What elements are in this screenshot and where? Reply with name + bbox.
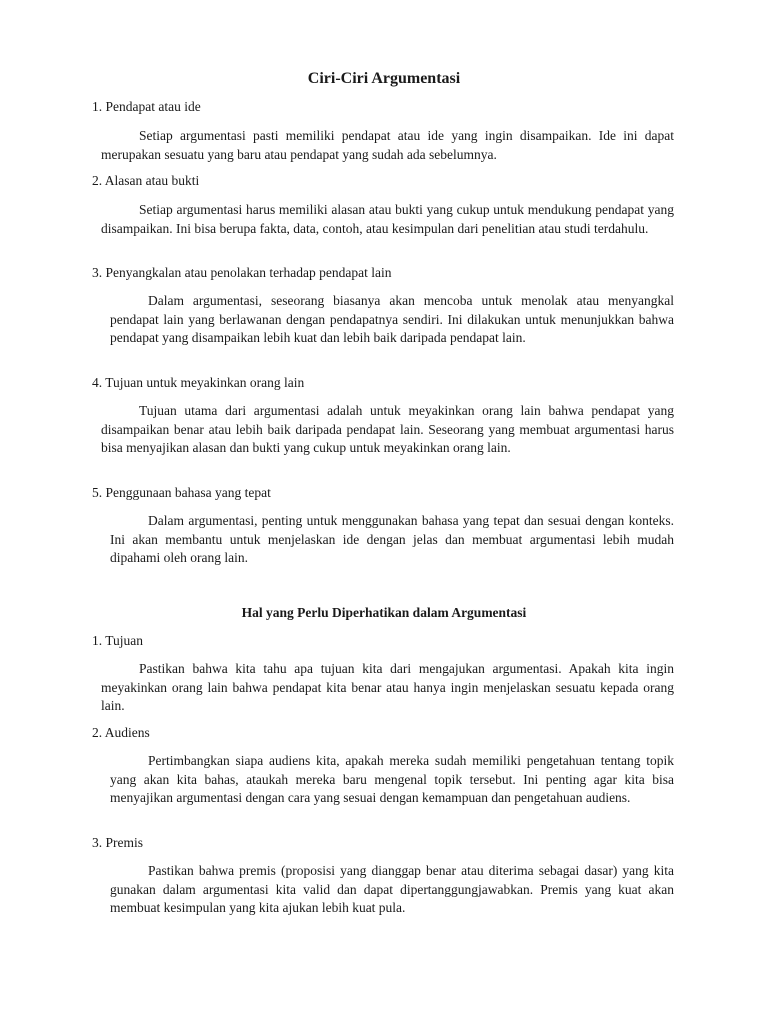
section-heading-4: 4. Tujuan untuk meyakinkan orang lain [92, 375, 305, 390]
section-title-2: Hal yang Perlu Diperhatikan dalam Argumentasi [241, 605, 527, 620]
section-heading-2: 2. Alasan atau bukti [92, 173, 200, 188]
section-paragraph-2: Setiap argumentasi harus memiliki alasan atau bukti yang cukup untuk mendukung pendapat yang disampaikan. Ini bisa berupa fakta, data, contoh, atau kesimpulan dari penelitian atau studi terdahulu. [101, 202, 674, 236]
section-heading-5: 5. Penggunaan bahasa yang tepat [92, 485, 271, 500]
section-paragraph-5: Dalam argumentasi, penting untuk menggunakan bahasa yang tepat dan sesuai dengan konteks. Ini akan membantu untuk menjelaskan ide dengan jelas dan membuat argumentasi lebih mudah dipahami oleh orang lain. [110, 513, 674, 565]
consideration-paragraph-2: Pertimbangkan siapa audiens kita, apakah mereka sudah memiliki pengetahuan tentang topik yang akan kita bahas, ataukah mereka baru mengenal topik tersebut. Ini penting agar kita bisa menyajikan argumentasi dengan cara yang sesuai dengan kemampuan dan pengetahuan audiens. [110, 753, 674, 805]
consideration-paragraph-3: Pastikan bahwa premis (proposisi yang dianggap benar atau diterima sebagai dasar) yang kita gunakan dalam argumentasi kita valid dan dapat dipertanggungjawabkan. Premis yang kuat akan membuat kesimpulan yang kita ajukan lebih kuat pula. [110, 863, 674, 915]
section-paragraph-3: Dalam argumentasi, seseorang biasanya akan mencoba untuk menolak atau menyangkal pendapat lain yang berlawanan dengan pendapatnya sendiri. Ini dilakukan untuk menunjukkan bahwa pendapat yang disampaikan lebih kuat dan lebih baik daripada pendapat lain. [110, 293, 674, 345]
section-paragraph-4: Tujuan utama dari argumentasi adalah untuk meyakinkan orang lain bahwa pendapat yang disampaikan benar atau lebih baik daripada pendapat lain. Seseorang yang membuat argumentasi harus bisa menyajikan alasan dan bukti yang cukup untuk meyakinkan orang lain. [101, 403, 674, 455]
consideration-heading-2: 2. Audiens [92, 725, 150, 740]
section-paragraph-1: Setiap argumentasi pasti memiliki pendapat atau ide yang ingin disampaikan. Ide ini dapat merupakan sesuatu yang baru atau pendapat yang sudah ada sebelumnya. [101, 128, 674, 162]
section-heading-1: 1. Pendapat atau ide [92, 99, 201, 114]
section-heading-3: 3. Penyangkalan atau penolakan terhadap pendapat lain [92, 265, 392, 280]
consideration-heading-3: 3. Premis [92, 835, 144, 850]
consideration-paragraph-1: Pastikan bahwa kita tahu apa tujuan kita dari mengajukan argumentasi. Apakah kita ingin meyakinkan orang lain bahwa pendapat kita benar atau hanya ingin menjelaskan sesuatu kepada orang lain. [101, 661, 674, 713]
page-title: Ciri-Ciri Argumentasi [307, 70, 461, 87]
consideration-heading-1: 1. Tujuan [92, 633, 144, 648]
